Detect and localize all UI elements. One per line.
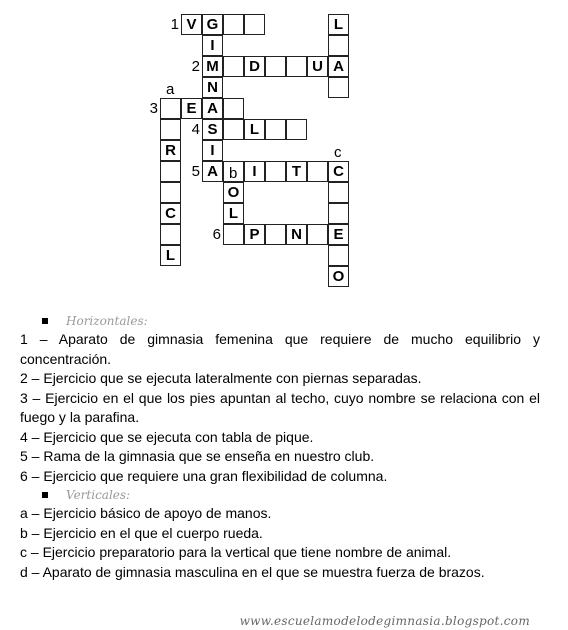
grid-cell [244,14,265,35]
grid-cell: A [202,98,223,119]
grid-cell [223,98,244,119]
grid-cell [160,182,181,203]
clue-h6: 6 – Ejercicio que requiere una gran flexibilidad de columna. [20,467,388,484]
grid-cell: A [328,56,349,77]
grid-cell [223,56,244,77]
clue-vd: d – Aparato de gimnasia masculina en el que se muestra fuerza de brazos. [20,563,485,580]
grid-cell: L [244,119,265,140]
grid-cell: I [202,140,223,161]
grid-cell: O [328,266,349,287]
grid-cell: E [181,98,202,119]
grid-cell [265,161,286,182]
grid-cell [328,77,349,98]
grid-cell [328,182,349,203]
grid-cell [223,14,244,35]
grid-cell [328,35,349,56]
clue-letter: c [334,144,342,161]
grid-cell: E [328,224,349,245]
grid-cell [265,56,286,77]
clue-h5: 5 – Rama de la gimnasia que se enseña en nuestro club. [20,448,375,464]
grid-cell: R [160,140,181,161]
grid-cell [286,119,307,140]
grid-cell [265,224,286,245]
grid-cell: M [202,56,223,77]
clue-h1: 1 – Aparato de gimnasia femenina que requiere de mucho equilibrio y concentración. [20,331,540,367]
grid-cell: I [202,35,223,56]
clue-number: 6 [212,226,221,243]
grid-cell [160,119,181,140]
clue-letter: b [229,165,238,182]
grid-cell: N [202,77,223,98]
verticales-title: Verticales: [66,488,131,502]
clue-letter: a [166,81,175,98]
grid-cell: S [202,119,223,140]
grid-cell [160,224,181,245]
grid-cell: T [286,161,307,182]
grid-cell: L [223,203,244,224]
grid-cell [265,119,286,140]
grid-cell: C [328,161,349,182]
clue-number: 4 [191,121,200,138]
grid-cell: C [160,203,181,224]
clue-number: 3 [149,100,158,117]
grid-cell [223,224,244,245]
grid-cell [286,56,307,77]
grid-cell: L [160,245,181,266]
grid-cell [223,119,244,140]
grid-cell: D [244,56,265,77]
grid-cell: A [202,161,223,182]
grid-cell [328,245,349,266]
clue-vb: b – Ejercicio en el que el cuerpo rueda. [20,524,263,541]
clue-number: 1 [170,16,179,33]
clue-number: 2 [191,58,200,75]
verticales-heading [42,486,540,504]
grid-cell [328,203,349,224]
crossword-grid [0,0,568,300]
clue-vc: c – Ejercicio preparatorio para la vertical que tiene nombre de animal. [20,544,452,560]
horizontales-title: Horizontales: [66,314,148,328]
clue-number: 5 [191,163,200,180]
grid-cell: L [328,14,349,35]
grid-cell: N [286,224,307,245]
horizontales-section [20,312,540,486]
grid-cell [307,224,328,245]
grid-cell: G [202,14,223,35]
grid-cell [160,98,181,119]
grid-cell [307,161,328,182]
grid-cell: P [244,224,265,245]
verticales-section [20,486,540,582]
clue-va: a – Ejercicio básico de apoyo de manos. [20,505,272,521]
grid-cell: V [181,14,202,35]
clue-h4: 4 – Ejercicio que se ejecuta con tabla de pique. [20,428,314,445]
horizontales-heading [42,312,540,330]
bullet-icon [42,318,48,324]
bullet-icon [42,492,48,498]
clue-h2: 2 – Ejercicio que se ejecuta lateralmente con piernas separadas. [20,370,422,386]
clue-h3: 3 – Ejercicio en el que los pies apuntan al techo, cuyo nombre se relaciona con el fuego y la parafina. [20,389,540,425]
footer-url: www.escuelamodelodegimnasia.blogspot.com [239,614,530,628]
grid-cell: O [223,182,244,203]
grid-cell [160,161,181,182]
grid-cell: U [307,56,328,77]
grid-cell: I [244,161,265,182]
